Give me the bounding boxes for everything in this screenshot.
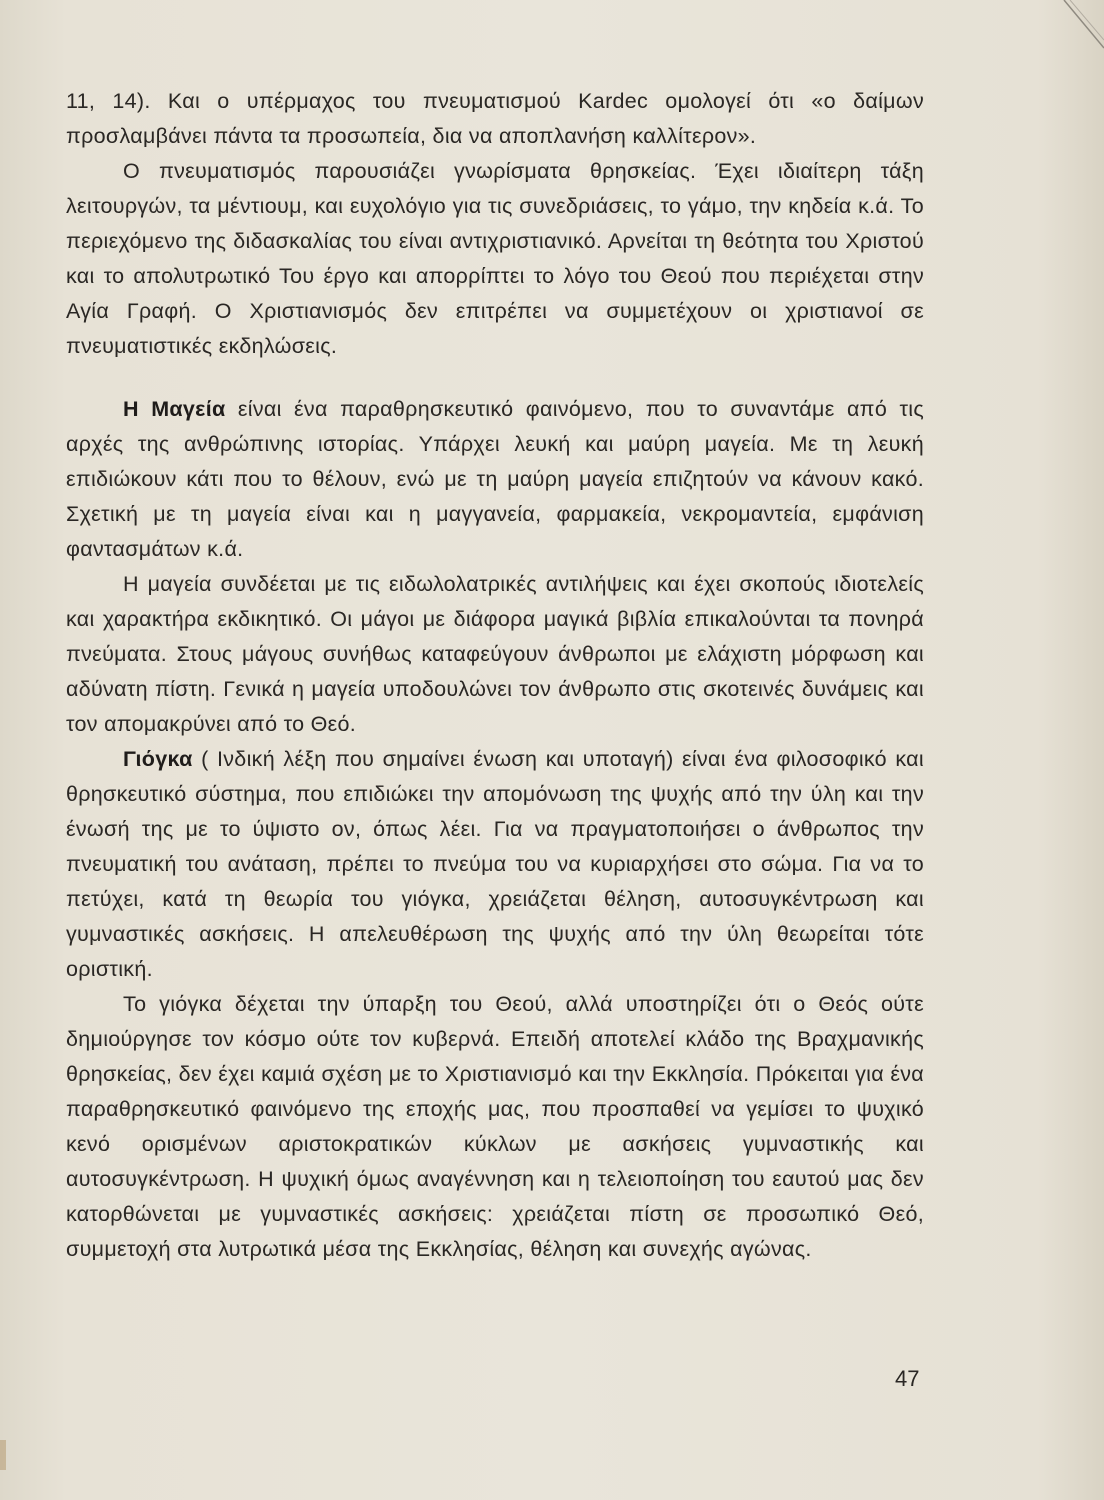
paragraph-yoga-continued xyxy=(66,987,924,1267)
body-text xyxy=(66,84,924,1267)
paragraph-magic xyxy=(66,392,924,567)
paragraph-text: Η μαγεία συνδέεται με τις ειδωλολατρικές αντιλήψεις και έχει σκοπούς ιδιοτελείς και χαρακτήρα εκδικητικό. Οι μάγοι με διάφορα μαγικά βιβλία επικαλούνται τα πονηρά πνεύματα. Στους μάγους συνήθως καταφεύγουν άνθρωποι με ελάχιστη μόρφωση και αδύνατη πίστη. Γενικά η μαγεία υποδουλώνει τον άνθρωπο στις σκοτεινές δυνάμεις και τον απομακρύνει από το Θεό. xyxy=(66,572,924,736)
paragraph-continuation xyxy=(66,84,924,154)
paragraph-magic-continued xyxy=(66,567,924,742)
paragraph-text: είναι ένα παραθρησκευτικό φαινόμενο, που το συναντάμε από τις αρχές της ανθρώπινης ιστορίας. Υπάρχει λευκή και μαύρη μαγεία. Με τη λευκή επιδιώκουν κάτι που το θέλουν, ενώ με τη μαύρη μαγεία επιζητούν να κάνουν κακό. Σχετική με τη μαγεία είναι και η μαγγανεία, φαρμακεία, νεκρομαντεία, εμφάνιση φαντασμάτων κ.ά. xyxy=(66,397,924,561)
page-number: 47 xyxy=(895,1366,920,1391)
paragraph-text: 11, 14). Και ο υπέρμαχος του πνευματισμού Kardec ομολογεί ότι «ο δαίμων προσλαμβάνει πάντα τα προσωπεία, δια να αποπλανήση καλλίτερον». xyxy=(66,89,924,148)
paragraph-text: ( Ινδική λέξη που σημαίνει ένωση και υποταγή) είναι ένα φιλοσοφικό και θρησκευτικό σύστημα, που επιδιώκει την απομόνωση της ψυχής από την ύλη και την ένωσή της με το ύψιστο ον, όπως λέει. Για να πραγματοποιήσει ο άνθρωπος την πνευματική του ανάταση, πρέπει το πνεύμα του να κυριαρχήσει στο σώμα. Για να το πετύχει, κατά τη θεωρία του γιόγκα, χρειάζεται θέληση, αυτοσυγκέντρωση και γυμναστικές ασκήσεις. Η απελευθέρωση της ψυχής από την ύλη θεωρείται τότε οριστική. xyxy=(66,747,924,981)
paragraph-spiritism xyxy=(66,154,924,364)
subheading-magic: Η Μαγεία xyxy=(123,397,226,421)
paragraph-text: Ο πνευματισμός παρουσιάζει γνωρίσματα θρησκείας. Έχει ιδιαίτερη τάξη λειτουργών, τα μέντιουμ, και ευχολόγιο για τις συνεδριάσεις, το γάμο, την κηδεία κ.ά. Το περιεχόμενο της διδασκαλίας του είναι αντιχριστιανικό. Αρνείται τη θεότητα του Χριστού και το απολυτρωτικό Του έργο και απορρίπτει το λόγο του Θεού που περιέχεται στην Αγία Γραφή. Ο Χριστιανισμός δεν επιτρέπει να συμμετέχουν οι χριστιανοί σε πνευματιστικές εκδηλώσεις. xyxy=(66,159,924,358)
subheading-yoga: Γιόγκα xyxy=(123,747,193,771)
binding-edge-mark xyxy=(0,1440,6,1470)
folded-corner-mark xyxy=(1034,0,1104,60)
paragraph-yoga xyxy=(66,742,924,987)
paragraph-text: Το γιόγκα δέχεται την ύπαρξη του Θεού, αλλά υποστηρίζει ότι ο Θεός ούτε δημιούργησε τον κόσμο ούτε τον κυβερνά. Επειδή αποτελεί κλάδο της Βραχμανικής θρησκείας, δεν έχει καμιά σχέση με το Χριστιανισμό και την Εκκλησία. Πρόκειται για ένα παραθρησκευτικό φαινόμενο της εποχής μας, που προσπαθεί να γεμίσει το ψυχικό κενό ορισμένων αριστοκρατικών κύκλων με ασκήσεις γυμναστικής και αυτοσυγκέντρωση. Η ψυχική όμως αναγέννηση και η τελειοποίηση του εαυτού μας δεν κατορθώνεται με γυμναστικές ασκήσεις: χρειάζεται πίστη σε προσωπικό Θεό, συμμετοχή στα λυτρωτικά μέσα της Εκκλησίας, θέληση και συνεχής αγώνας. xyxy=(66,992,924,1261)
